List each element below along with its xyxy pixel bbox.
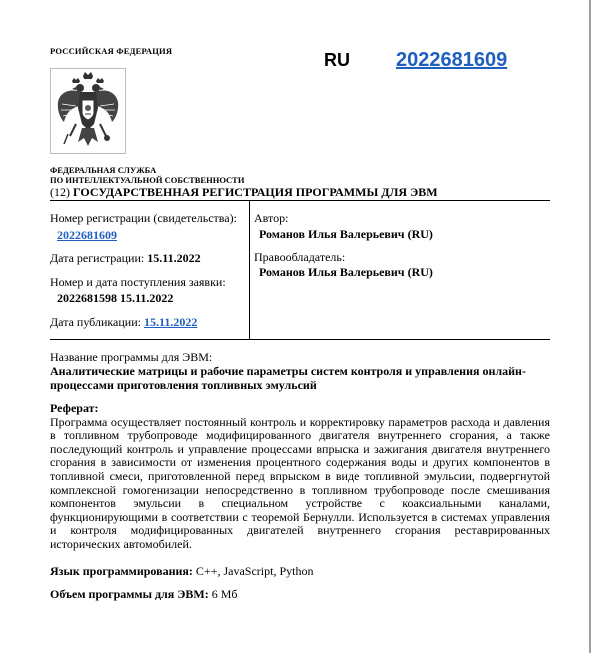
registration-title — [50, 185, 438, 200]
application-label: Номер и дата поступления заявки: — [50, 275, 226, 289]
country-code: RU — [324, 50, 350, 70]
owner-label: Правообладатель: — [254, 250, 346, 264]
table-top-border — [50, 200, 550, 201]
registration-title-text: ГОСУДАРСТВЕННАЯ РЕГИСТРАЦИЯ ПРОГРАММЫ ДЛЯ ЭВМ — [73, 185, 438, 199]
language-row — [50, 564, 313, 579]
author-label: Автор: — [254, 211, 289, 225]
publication-label: Дата публикации: — [50, 315, 141, 329]
agency-name — [50, 165, 244, 185]
publication-row — [50, 315, 197, 330]
reg-number-link[interactable]: 2022681609 — [57, 228, 117, 242]
size-value: 6 Мб — [211, 587, 238, 601]
agency-line-2: ПО ИНТЕЛЛЕКТУАЛЬНОЙ СОБСТВЕННОСТИ — [50, 175, 245, 185]
agency-line-1: ФЕДЕРАЛЬНАЯ СЛУЖБА — [50, 165, 157, 175]
program-name-block — [50, 350, 550, 392]
owner-value: Романов Илья Валерьевич (RU) — [259, 265, 433, 279]
application-value: 2022681598 15.11.2022 — [57, 291, 174, 305]
program-name-label: Название программы для ЭВМ: — [50, 350, 213, 364]
russian-coat-of-arms-icon — [50, 68, 126, 154]
program-name: Аналитические матрицы и рабочие параметры систем контроля и управления онлайн-процессами приготовления топливных эмульсий — [50, 364, 526, 392]
country-name: РОССИЙСКАЯ ФЕДЕРАЦИЯ — [50, 46, 173, 56]
size-row — [50, 587, 238, 602]
registration-code: (12) — [50, 185, 70, 199]
size-label: Объем программы для ЭВМ: — [50, 587, 209, 601]
language-value: C++, JavaScript, Python — [195, 564, 314, 578]
reg-date-label: Дата регистрации: — [50, 251, 145, 265]
abstract-text: Программа осуществляет постоянный контроль и корректировку параметров расхода и давления в топливном трубопроводе модифицированного двигателя внутреннего сгорания, а также последующий контроль и управление процессами впрыска и зажигания двигателя внутреннего сгорания в зависимости от изменения процентного содержания воды и других компонентов в топливной смеси, приготовленной перед впрыском в виде топливной эмульсии, подвергнутой комплексной гомогенизации непосредственно в топливном трубопроводе после смешивания компонентов эмульсии в специальном устройстве с коаксиальными каналами, функционирующими в соответствии с теоремой Бернулли. Используется в системах управления и контроля модифицированных двигателей внутреннего сгорания реставрированных исторических автомобилей. — [50, 414, 550, 551]
document-number-link[interactable]: 2022681609 — [396, 49, 508, 71]
table-column-divider — [249, 200, 250, 340]
reg-date-value: 15.11.2022 — [147, 251, 201, 265]
table-bottom-border — [50, 339, 550, 340]
abstract-label: Реферат: — [50, 401, 99, 415]
reg-number-label: Номер регистрации (свидетельства): — [50, 211, 237, 225]
reg-date-row — [50, 251, 201, 266]
publication-date-link[interactable]: 15.11.2022 — [143, 315, 198, 329]
language-label: Язык программирования: — [50, 564, 193, 578]
author-value: Романов Илья Валерьевич (RU) — [259, 227, 433, 241]
abstract-block — [50, 402, 550, 552]
